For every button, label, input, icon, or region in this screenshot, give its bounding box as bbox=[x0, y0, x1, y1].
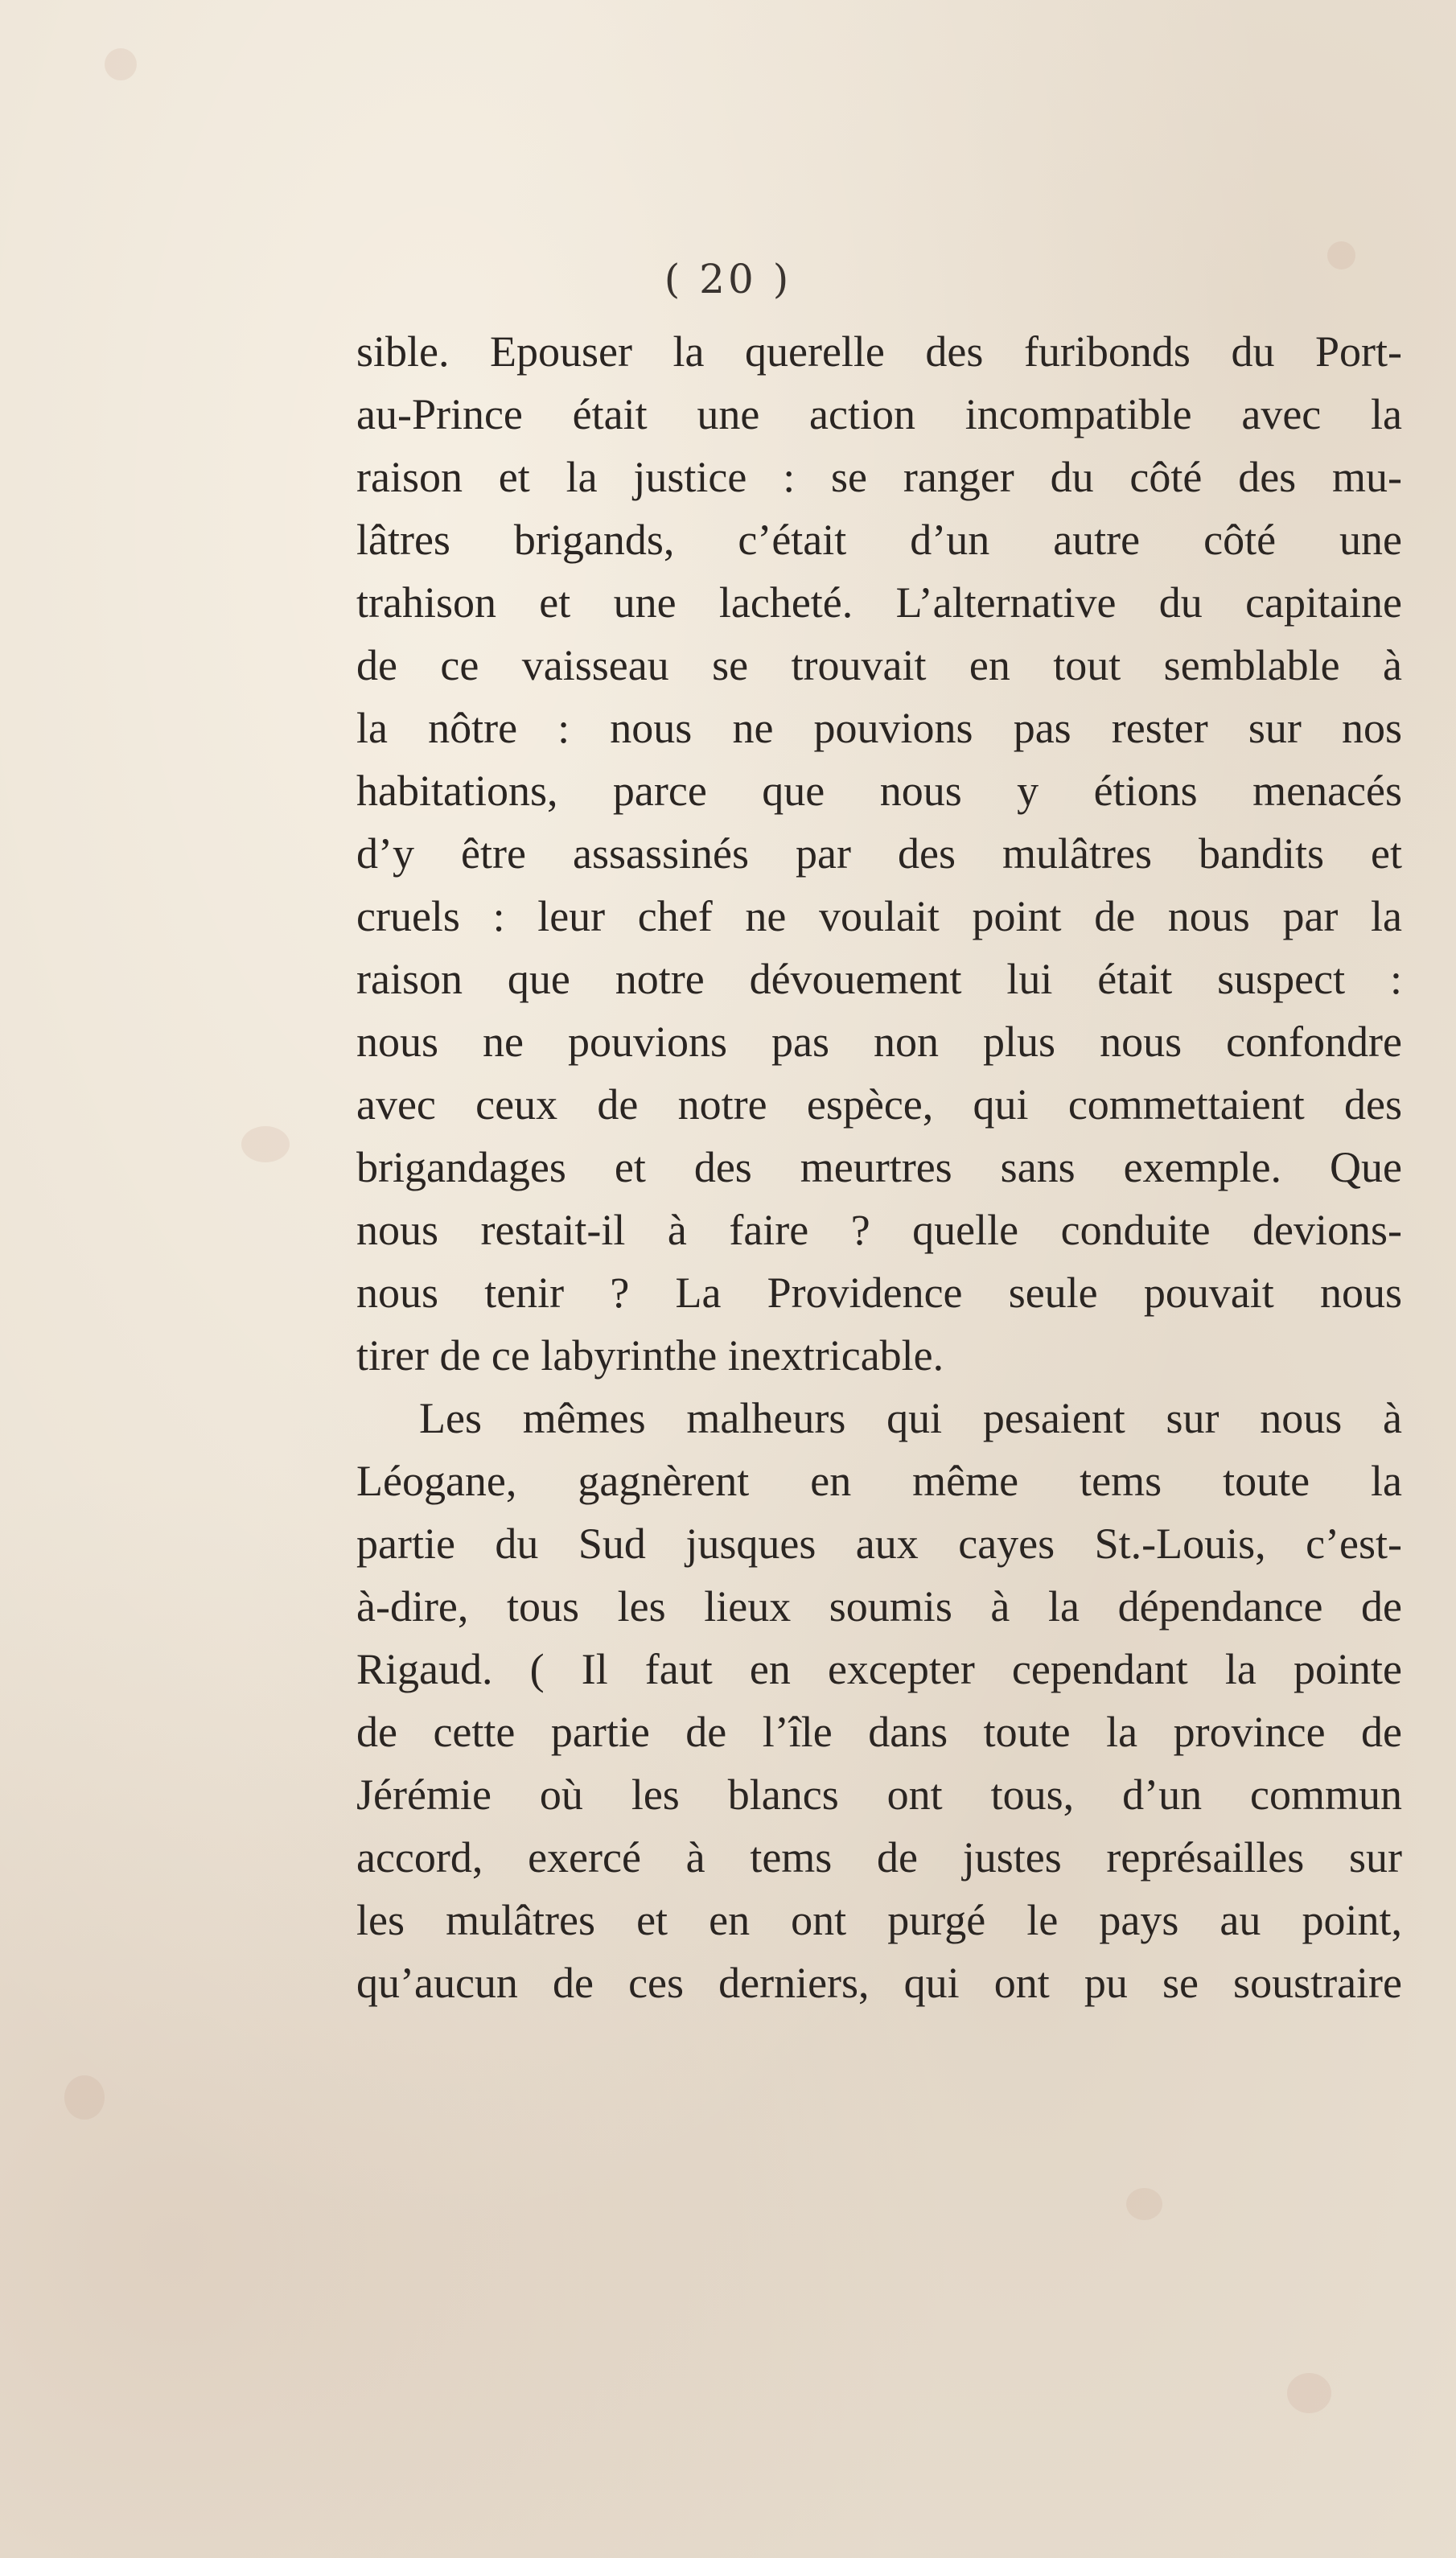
text-line: nous tenir ? La Providence seule pouvait nous bbox=[356, 1269, 1402, 1317]
text-line: raison et la justice : se ranger du côté des mu- bbox=[356, 453, 1402, 501]
text-line: qu’aucun de ces derniers, qui ont pu se soustraire bbox=[356, 1959, 1402, 2007]
text-line: les mulâtres et en ont purgé le pays au point, bbox=[356, 1896, 1402, 1944]
text-line: partie du Sud jusques aux cayes St.-Louis, c’est- bbox=[356, 1520, 1402, 1568]
text-line: lâtres brigands, c’était d’un autre côté une bbox=[356, 516, 1402, 564]
paper-foxing-spot bbox=[105, 48, 137, 80]
text-line: raison que notre dévouement lui était suspect : bbox=[356, 955, 1402, 1003]
text-line: brigandages et des meurtres sans exemple. Que bbox=[356, 1143, 1402, 1191]
text-line: de ce vaisseau se trouvait en tout semblable à bbox=[356, 641, 1402, 689]
text-line: Rigaud. ( Il faut en excepter cependant la pointe bbox=[356, 1645, 1402, 1693]
text-line: de cette partie de l’île dans toute la province de bbox=[356, 1708, 1402, 1756]
text-line: accord, exercé à tems de justes représailles sur bbox=[356, 1833, 1402, 1881]
text-line: d’y être assassinés par des mulâtres bandits et bbox=[356, 829, 1402, 878]
text-line: avec ceux de notre espèce, qui commettaient des bbox=[356, 1080, 1402, 1129]
paper-foxing-spot bbox=[64, 2075, 105, 2120]
paper-foxing-spot bbox=[1126, 2188, 1162, 2220]
text-line: habitations, parce que nous y étions menacés bbox=[356, 767, 1402, 815]
text-line: au-Prince était une action incompatible avec la bbox=[356, 390, 1402, 438]
text-line: la nôtre : nous ne pouvions pas rester sur nos bbox=[356, 704, 1402, 752]
page-number: ( 20 ) bbox=[664, 256, 792, 302]
text-line: nous ne pouvions pas non plus nous confondre bbox=[356, 1018, 1402, 1066]
text-line: Jérémie où les blancs ont tous, d’un commun bbox=[356, 1770, 1402, 1819]
text-line: sible. Epouser la querelle des furibonds du Port- bbox=[356, 327, 1402, 376]
text-line: cruels : leur chef ne voulait point de nous par la bbox=[356, 892, 1402, 940]
paper-foxing-spot bbox=[1287, 2373, 1331, 2413]
body-text bbox=[356, 320, 1402, 2014]
text-line: nous restait-il à faire ? quelle conduite devions- bbox=[356, 1206, 1402, 1254]
text-line: à-dire, tous les lieux soumis à la dépendance de bbox=[356, 1582, 1402, 1631]
text-line: Les mêmes malheurs qui pesaient sur nous à bbox=[419, 1394, 1402, 1442]
text-line: Léogane, gagnèrent en même tems toute la bbox=[356, 1457, 1402, 1505]
text-line: tirer de ce labyrinthe inextricable. bbox=[356, 1331, 944, 1380]
text-line: trahison et une lacheté. L’alternative du capitaine bbox=[356, 578, 1402, 627]
paper-foxing-spot bbox=[241, 1126, 290, 1162]
